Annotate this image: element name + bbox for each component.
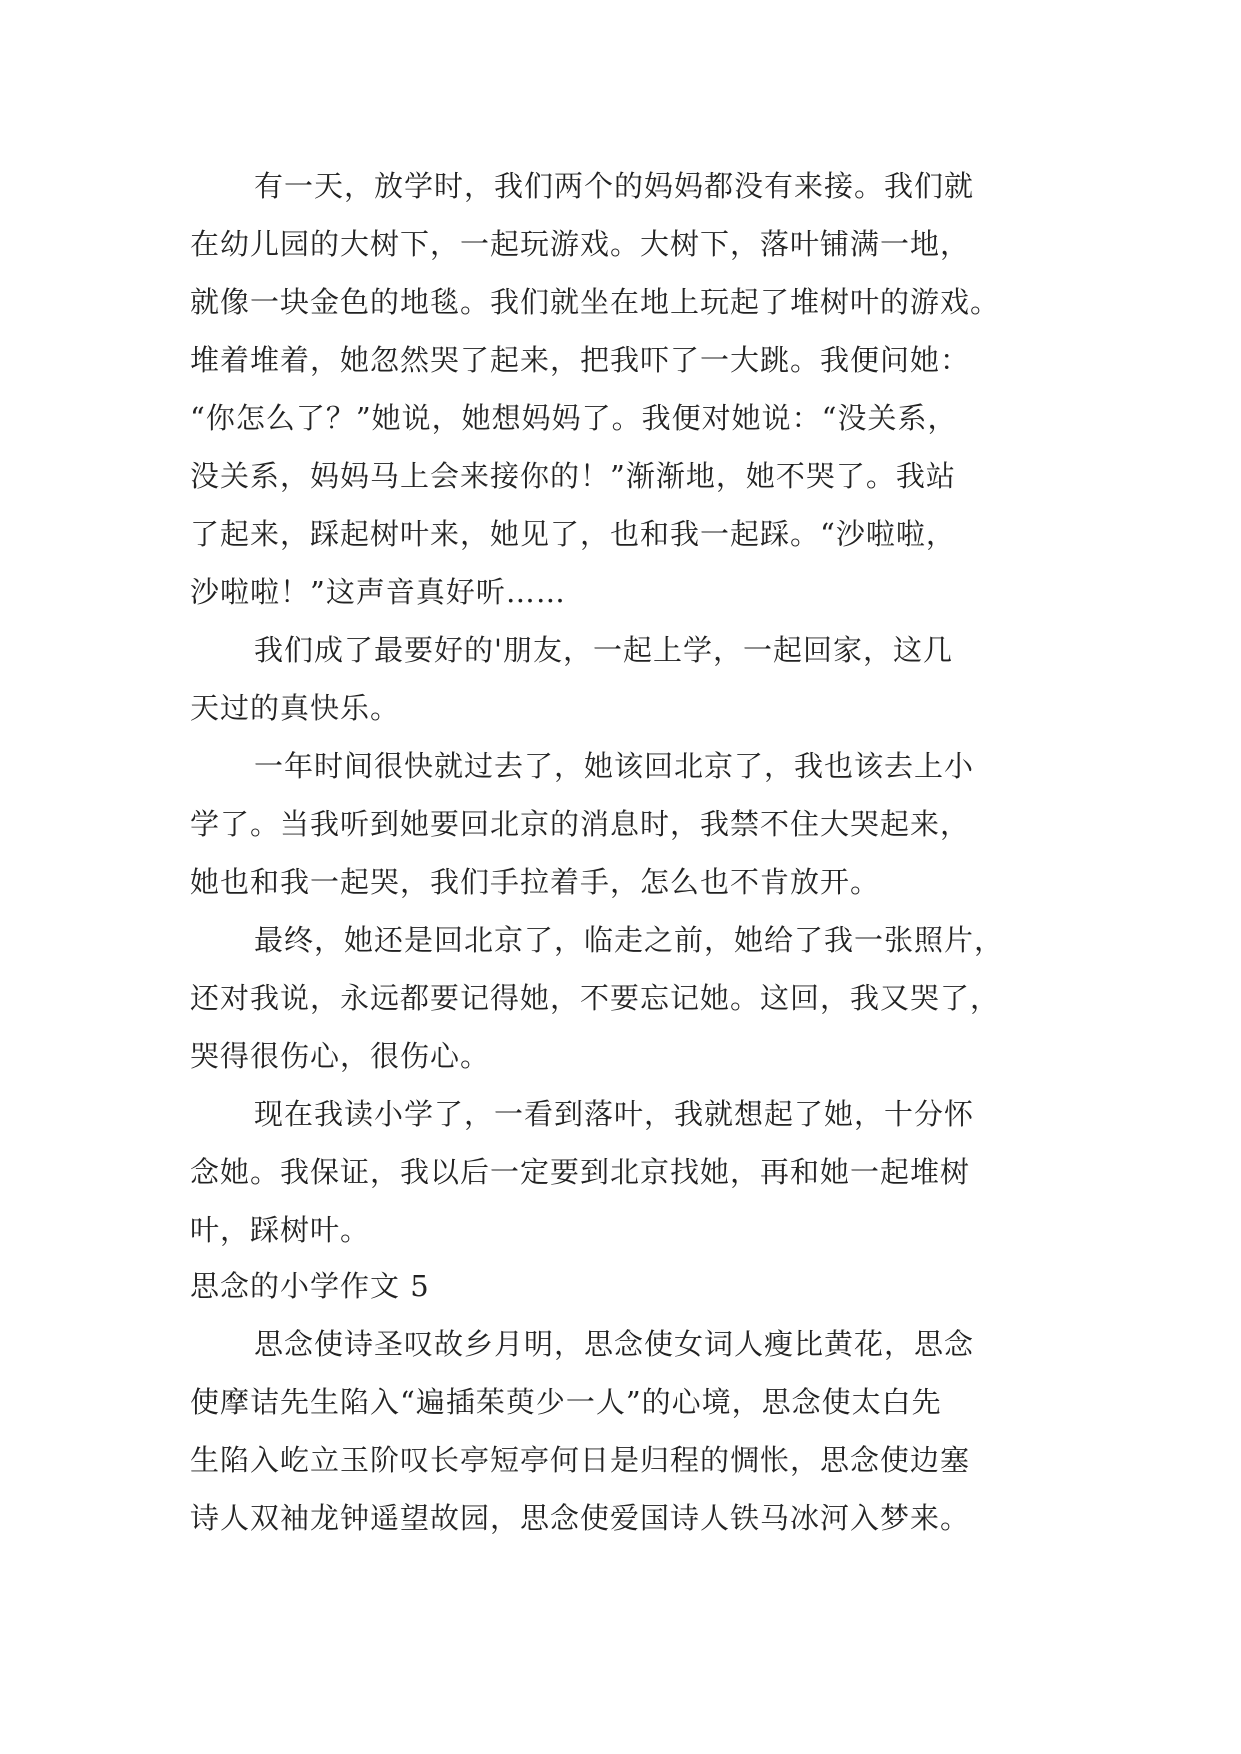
text-line: 堆着堆着，她忽然哭了起来，把我吓了一大跳。我便问她： [190, 343, 971, 377]
text-line: 我们成了最要好的'朋友，一起上学，一起回家，这几 [254, 633, 953, 667]
text-line: 一年时间很快就过去了，她该回北京了，我也该去上小 [254, 749, 975, 783]
text-line: 思念使诗圣叹故乡月明，思念使女词人瘦比黄花，思念 [254, 1327, 975, 1361]
text-line: 最终，她还是回北京了，临走之前，她给了我一张照片， [254, 923, 1005, 957]
text-line: 就像一块金色的地毯。我们就坐在地上玩起了堆树叶的游戏。 [190, 285, 1001, 319]
text-line: 沙啦啦！”这声音真好听…… [190, 575, 566, 609]
text-line: 没关系，妈妈马上会来接你的！”渐渐地，她不哭了。我站 [190, 459, 956, 493]
text-line: 还对我说，永远都要记得她，不要忘记她。这回，我又哭了， [190, 981, 1001, 1015]
text-line: 使摩诘先生陷入“遍插茱萸少一人”的心境，思念使太白先 [190, 1385, 942, 1419]
text-line: 在幼儿园的大树下，一起玩游戏。大树下，落叶铺满一地， [190, 227, 971, 261]
text-line: 念她。我保证，我以后一定要到北京找她，再和她一起堆树 [190, 1155, 971, 1189]
text-line: 学了。当我听到她要回北京的消息时，我禁不住大哭起来， [190, 807, 971, 841]
text-line: 哭得很伤心，很伤心。 [190, 1039, 491, 1073]
text-line: 叶，踩树叶。 [190, 1213, 371, 1247]
text-line: 她也和我一起哭，我们手拉着手，怎么也不肯放开。 [190, 865, 881, 899]
section-heading: 思念的小学作文 5 [190, 1269, 430, 1303]
text-line: “你怎么了？”她说，她想妈妈了。我便对她说：“没关系， [190, 401, 958, 435]
text-line: 了起来，踩起树叶来，她见了，也和我一起踩。“沙啦啦， [190, 517, 956, 551]
text-line: 诗人双袖龙钟遥望故园，思念使爱国诗人铁马冰河入梦来。 [190, 1501, 971, 1535]
text-line: 天过的真快乐。 [190, 691, 401, 725]
text-line: 现在我读小学了，一看到落叶，我就想起了她，十分怀 [254, 1097, 975, 1131]
text-line: 有一天，放学时，我们两个的妈妈都没有来接。我们就 [254, 169, 975, 203]
text-line: 生陷入屹立玉阶叹长亭短亭何日是归程的惆怅，思念使边塞 [190, 1443, 971, 1477]
